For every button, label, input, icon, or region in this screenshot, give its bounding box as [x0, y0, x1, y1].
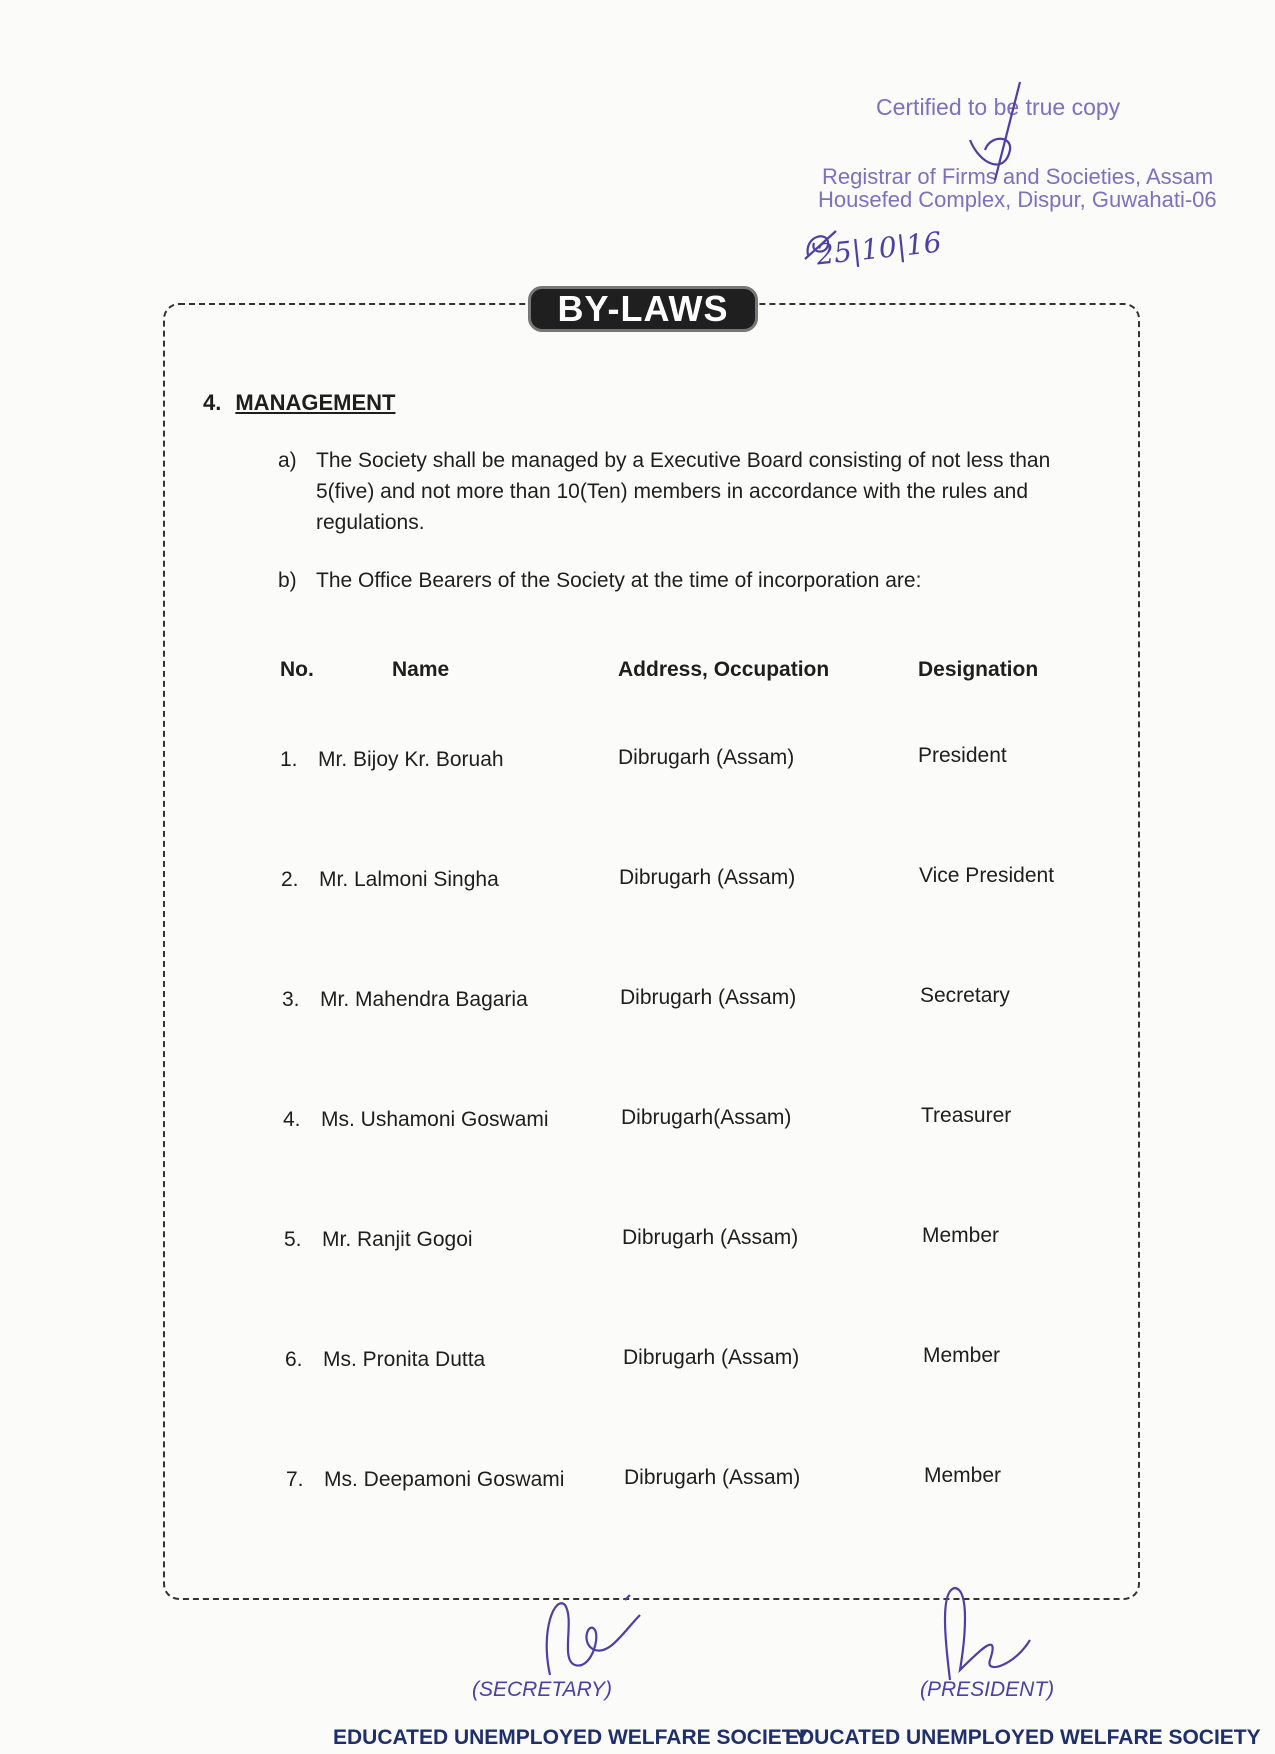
president-role: (PRESIDENT)	[920, 1678, 1055, 1701]
header-address: Address, Occupation	[618, 658, 830, 681]
header-designation: Designation	[918, 658, 1039, 681]
clause-text: The Office Bearers of the Society at the time of incorporation are:	[316, 569, 922, 592]
stamp-date: 25|10|16	[814, 225, 944, 272]
row-designation: Secretary	[920, 984, 1010, 1007]
certified-true-copy-text: Certified to be true copy	[876, 94, 1121, 120]
row-number: 7.	[286, 1468, 304, 1491]
president-signature-icon	[920, 1580, 1040, 1690]
clause-letter: a)	[278, 449, 297, 472]
clause-text: The Society shall be managed by a Executive Board consisting of not less than 5(five) and not more than 10(Ten) members in accordance with the rules and regulations.	[316, 449, 1051, 534]
row-address: Dibrugarh (Assam)	[622, 1226, 799, 1249]
section-heading	[203, 390, 395, 416]
president-organization: EDUCATED UNEMPLOYED WELFARE SOCIETY	[785, 1726, 1261, 1749]
bylaws-banner: BY-LAWS	[528, 286, 758, 332]
clause-letter: b)	[278, 569, 297, 592]
row-name: Ms. Pronita Dutta	[323, 1348, 486, 1371]
row-number: 3.	[282, 988, 300, 1011]
row-designation: Member	[923, 1344, 1001, 1367]
row-designation: Member	[922, 1224, 1000, 1247]
registrar-address-text: Housefed Complex, Dispur, Guwahati-06	[818, 187, 1217, 212]
registrar-name-text: Registrar of Firms and Societies, Assam	[822, 164, 1214, 189]
row-designation: Treasurer	[921, 1104, 1012, 1127]
row-name: Mr. Lalmoni Singha	[319, 868, 499, 891]
secretary-role: (SECRETARY)	[472, 1678, 613, 1701]
section-number: 4.	[203, 390, 222, 415]
row-name: Ms. Deepamoni Goswami	[324, 1468, 565, 1491]
row-number: 4.	[283, 1108, 301, 1131]
row-designation: Member	[924, 1464, 1002, 1487]
section-title: MANAGEMENT	[235, 390, 396, 415]
secretary-organization: EDUCATED UNEMPLOYED WELFARE SOCIETY	[333, 1726, 809, 1749]
row-number: 1.	[280, 748, 298, 771]
row-number: 2.	[281, 868, 299, 891]
registrar-signature-icon	[950, 80, 1040, 190]
header-no: No.	[280, 658, 314, 681]
row-number: 6.	[285, 1348, 303, 1371]
secretary-signature-icon	[530, 1590, 650, 1685]
header-name: Name	[392, 658, 450, 681]
row-designation: Vice President	[919, 864, 1055, 887]
row-name: Mr. Ranjit Gogoi	[322, 1228, 473, 1251]
row-name: Mr. Mahendra Bagaria	[320, 988, 528, 1011]
row-address: Dibrugarh (Assam)	[623, 1346, 800, 1369]
row-address: Dibrugarh (Assam)	[619, 866, 796, 889]
row-name: Mr. Bijoy Kr. Boruah	[318, 748, 504, 771]
row-address: Dibrugarh(Assam)	[621, 1106, 792, 1129]
row-name: Ms. Ushamoni Goswami	[321, 1108, 549, 1131]
row-address: Dibrugarh (Assam)	[620, 986, 797, 1009]
row-address: Dibrugarh (Assam)	[624, 1466, 801, 1489]
row-designation: President	[918, 744, 1007, 767]
row-number: 5.	[284, 1228, 302, 1251]
row-address: Dibrugarh (Assam)	[618, 746, 795, 769]
